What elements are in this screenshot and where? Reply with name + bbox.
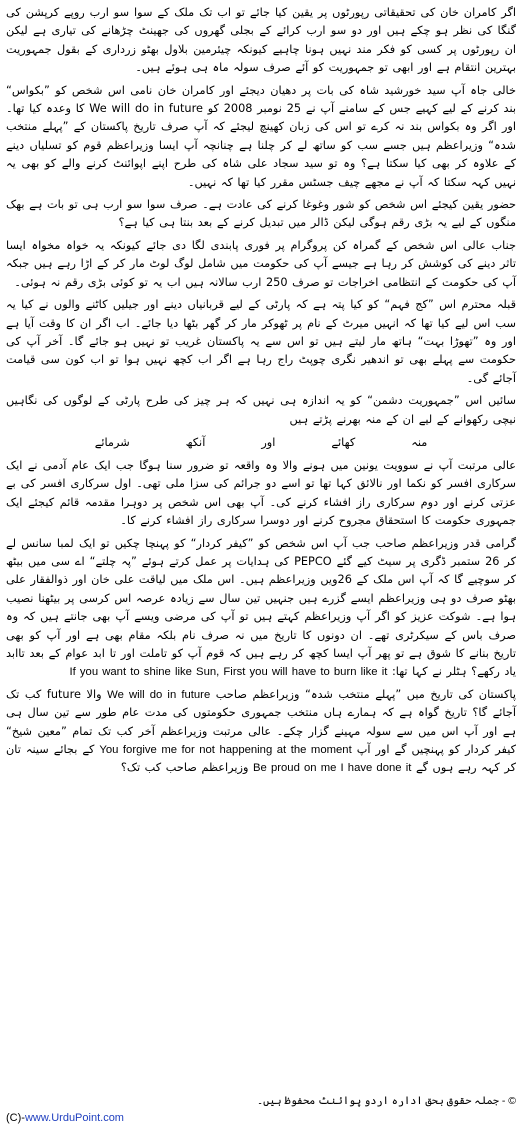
article-paragraph-2: خالی جاہ آپ سید خورشید شاہ کی بات پر دھیان دیجئے اور کامران خان نامی اس شخص کو ”بکواس“ بند کرنے کے لیے کہیے جس کے سامنے آپ نے 25 نومبر 2008 کو We will do in future کا وعدہ کیا تھا۔ اور اگر وہ بکواس بند نہ کرے تو اس کی زبان کھینچ لیجئے کہ آپ صرف تاریخ پاکستان کے ”پہلے منتخب شدہ“ وزیراعظم ہیں جسے سب کو ساتھ لے کر چلنا ہے چنانچہ آپ ایسا وزیراعظم قوم کو تسلیاں دینے کے علاوہ کر بھی کیا سکتا ہے؟ وہ تو سید سجاد علی شاہ کی طرح اپنے اپوائنٹ کرنے والے کو بھی یہ نہیں کہہ سکتا کہ آپ نے مجھے چیف جسٹس مقرر کیا تھا کہ نہیں۔ — [6, 83, 517, 189]
copyright-english — [6, 1111, 516, 1125]
paragraph-text: گرامی قدر وزیراعظم صاحب جب آپ اس شخص کو ”کیفر کردار“ کو پہنچا چکیں تو ایک لمبا سانس لے کر 26 ستمبر ڈگری پر سیٹ کیے گئے PEPCO کی ہدایات پر عمل کرتے ہوئے ”پہ چلتے“ اے سی میں بیٹھ کر سوچیے گا کہ آپ اس ملک کے 26ویں وزیراعظم ہیں۔ اس ملک میں لیاقت علی خان اور ذوالفقار علی بھٹو صرف دو ہی وزیراعظم ایسے گزرے ہیں جنہیں تین سال سے زیادہ عرصہ اس کرسی پر بیٹھنا نصیب ہوا ہے۔ شوکت عزیز کو اگر آپ وزیراعظم کہتے ہیں تو آپ کی مرضی ویسے آپ بھی جانتے ہیں کہ وہ صرف باس کے سیکرٹری تھے۔ ان دونوں کا تاریخ میں نہ صرف نام بلکہ مقام بھی ہے اور آپ کو بھی تاریخ بنانے کا شوق ہے تو پھر آپ ایسا کچھ کر رہے ہیں کہ قوم آپ کو تاملت اور تا ابد عوام کے بعد تاابد یاد رکھے؟ ہٹلر نے کہا تھا: — [6, 536, 517, 679]
proverb-word: اور — [261, 435, 276, 449]
paragraph-text: وزیراعظم صاحب کب تک؟ — [120, 761, 249, 775]
paragraph-text: والا future کب تک آجائے گا؟ تاریخ گواہ ہے کہ ہمارے ہاں منتخب جمہوری حکومتوں کی مدت عام طور سے تین سال ہی ہے اور آپ اس میں سے سولہ مہینے گزار چکے۔ عالی مرتبت وزیراعظم آخر کب تک تمام ”معین شیخ“ کیفر کردار کو پہنچیں گے اور آپ — [6, 687, 517, 757]
paragraph-text: کے بجائے سینہ تان کر کہہ رہے ہوں گے — [6, 743, 516, 775]
article-paragraph-3: حضور یقین کیجئے اس شخص کو شور وغوغا کرنے کی عادت ہے۔ صرف سوا سو ارب ہی تو بات ہے بھک منگوں کے لیے یہ بڑی رقم ہوگی لیکن ڈالر میں تبدیل کرنے کے بعد بنتا ہی کیا ہے؟ — [6, 198, 516, 230]
hitler-quote: If you want to shine like Sun, First you will have to burn like it — [69, 666, 388, 679]
proverb-word: منہ — [411, 435, 428, 449]
english-phrase: We will do in future — [107, 688, 211, 701]
article-paragraph-7: عالی مرتبت آپ نے سوویت یونین میں ہونے والا وہ واقعہ تو ضرور سنا ہوگا جب ایک عام آدمی نے ایک سرکاری افسر کو نکما اور نالائق کہا تھا تو اسے دو جرائم کی سزا ملی تھی۔ اول سرکاری افسر کی بے عزتی کرنے اور دوم سرکاری راز افشاء کرنے کی۔ آپ بھی اس شخص پر دوہرا مقدمہ قائم کیجئے ایک جمہوری حکومت کا استحقاق مجروح کرنے اور دوسرا سرکاری راز افشاء کرنے کا۔ — [6, 458, 516, 528]
article-body — [6, 4, 516, 778]
urdupoint-link[interactable]: www.UrduPoint.com — [24, 1112, 124, 1124]
copyright-prefix: (C)- — [6, 1112, 25, 1124]
article-paragraph-4: جناب عالی اس شخص کے گمراہ کن پروگرام پر فوری پابندی لگا دی جائے کیونکہ یہ خواہ مخواہ ایسا تاثر دینے کی کوشش کر رہا ہے جیسے آپ کی حکومت میں شامل لوگ لوٹ مار کر کے اڑا رہے ہیں جبکہ آپ کی حکومت کے انتظامی اخراجات تو صرف 250 ارب سالانہ ہیں اب یہ تو کوئی بڑی رقم نہ ہوئی۔ — [6, 238, 516, 289]
english-phrase: You forgive me for not happening at the moment — [99, 744, 352, 757]
proverb-word: کھائے — [331, 435, 356, 449]
article-paragraph-8 — [6, 535, 516, 682]
proverb-word: آنکھ — [185, 435, 206, 449]
proverb-line — [6, 433, 516, 453]
article-paragraph-9 — [6, 686, 516, 778]
page-footer — [6, 1094, 516, 1125]
article-paragraph-5: قبلہ محترم اس ”کج فہم“ کو کیا پتہ ہے کہ پارٹی کے لیے قربانیاں دینے اور جیلیں کاٹنے والوں نے کیا یہ سب اس لیے کیا تھا کہ انہیں میرٹ کے نام پر ٹھوکر مار کر گھر بٹھا دیا جائے۔ اب اگر ان کا وقت آیا ہے اور وہ ”تھوڑا بہت“ ہاتھ مار لیتے ہیں تو اس سے یہ پاکستان غریب تو نہیں ہو جائے گا۔ آخر آپ کی حکومت سے پہلے بھی تو اندھیر نگری چوپٹ راج رہا ہے اگر اب کچھ نہیں ہوا تو اب کون سی قیامت آجائے گی۔ — [6, 298, 516, 385]
english-phrase: Be proud on me I have done it — [253, 762, 412, 775]
copyright-urdu: © - جملہ حقوق بحق ادارہ اردو پوائنٹ محفوظ ہیں۔ — [257, 1095, 516, 1107]
proverb-word: شرمائے — [94, 435, 130, 449]
paragraph-text: پاکستان کی تاریخ میں ”پہلے منتخب شدہ“ وزیراعظم صاحب — [215, 687, 516, 701]
article-paragraph-1: اگر کامران خان کی تحقیقاتی رپورٹوں پر یقین کیا جائے تو اب تک ملک کے سوا سو ارب روپے کرپشن کی گنگا کی نظر ہو چکے ہیں اور دو سو ارب کرائے کے بجلی گھروں کی جھینٹ چڑھانے کی تیاری ہے لیکن ان رپورٹوں پر کسی کو فکر مند نہیں ہونا چاہیے کیونکہ چیئرمین بلاول بھٹو زرداری کے بقول جمہوریت بہترین انتقام ہے اور ابھی تو جمہوریت کو آئے صرف سولہ ماہ ہی ہوئے ہیں۔ — [6, 6, 516, 75]
article-paragraph-6: سائیں اس ”جمہوریت دشمن“ کو یہ اندازہ ہی نہیں کہ ہر چیز کی طرح پارٹی کے لوگوں کی نگاہیں نیچی رکھوانے کے لیے ان کے منہ بھرنے پڑتے ہیں — [6, 394, 517, 426]
